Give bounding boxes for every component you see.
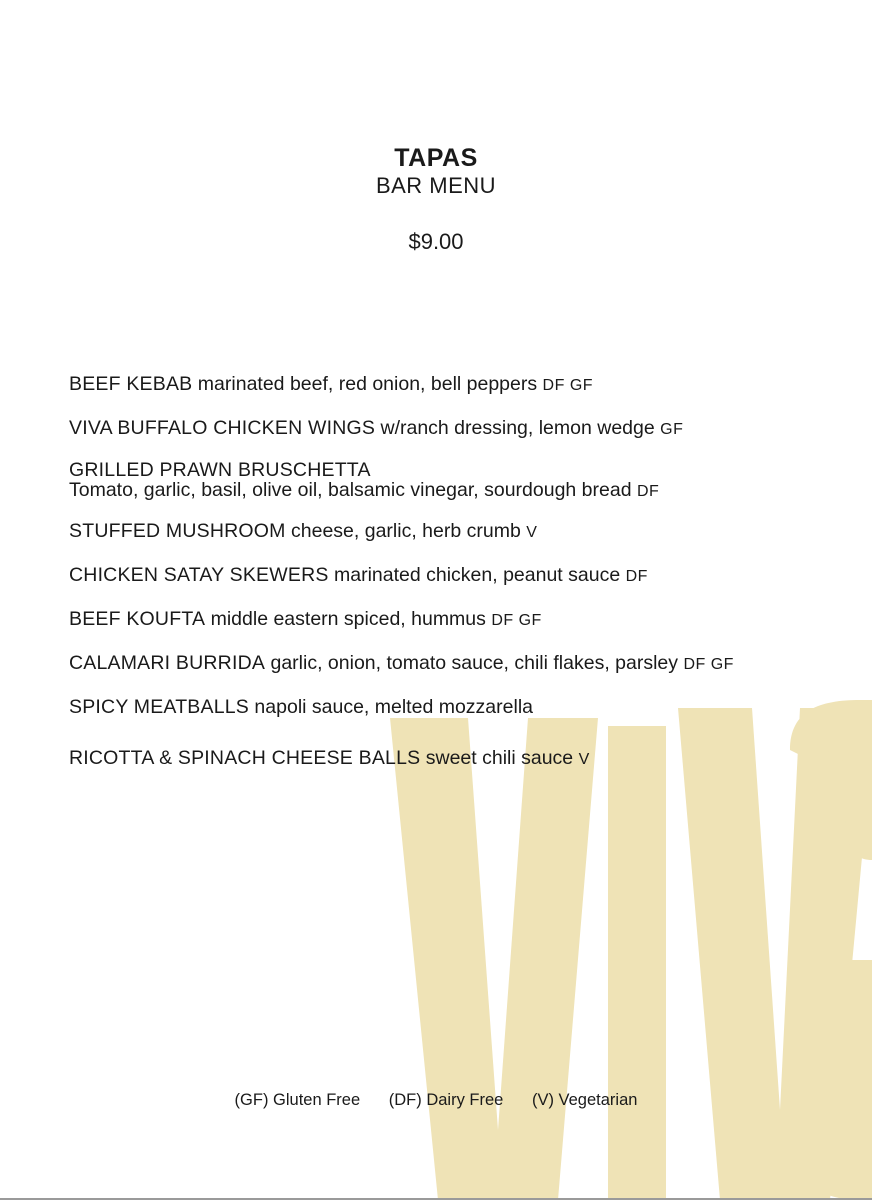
legend-dairy-free: (DF) Dairy Free: [388, 1091, 504, 1109]
menu-item-description: garlic, onion, tomato sauce, chili flakes, parsley: [265, 652, 684, 674]
menu-item-name: BEEF KEBAB: [69, 373, 193, 395]
menu-item-description: Tomato, garlic, basil, olive oil, balsamic vinegar, sourdough bread: [69, 479, 637, 501]
menu-item: [69, 519, 859, 545]
menu-item: [69, 746, 859, 772]
menu-item-description: napoli sauce, melted mozzarella: [249, 696, 533, 718]
page-title: TAPAS: [394, 144, 478, 172]
menu-item-name: VIVA BUFFALO CHICKEN WINGS: [69, 417, 376, 439]
menu-item: [69, 460, 859, 502]
menu-item-description: w/ranch dressing, lemon wedge: [375, 417, 661, 439]
dietary-tags: DF GF: [683, 656, 734, 673]
menu-item-name: GRILLED PRAWN BRUSCHETTA: [69, 459, 371, 481]
menu-item-name: RICOTTA & SPINACH CHEESE BALLS: [69, 747, 421, 769]
dietary-tags: DF: [636, 483, 660, 500]
dietary-tags: V: [578, 751, 590, 768]
menu-item-name: CHICKEN SATAY SKEWERS: [69, 564, 329, 586]
dietary-tags: DF: [625, 568, 648, 585]
menu-item-name: SPICY MEATBALLS: [69, 696, 250, 718]
dietary-tags: GF: [660, 421, 684, 438]
legend-gluten-free: (GF) Gluten Free: [234, 1091, 361, 1109]
menu-item-description: marinated chicken, peanut sauce: [328, 564, 626, 586]
menu-item: [69, 607, 859, 633]
menu-item: [69, 651, 859, 677]
menu-price: $9.00: [408, 229, 464, 254]
menu-item: [69, 372, 859, 398]
page-subtitle: BAR MENU: [375, 173, 497, 198]
dietary-tags: V: [526, 524, 538, 541]
dietary-tags: DF GF: [542, 377, 594, 394]
dietary-legend: [0, 1091, 872, 1110]
menu-list: [69, 372, 859, 790]
menu-item-description: marinated beef, red onion, bell peppers: [192, 373, 543, 395]
menu-item-name: BEEF KOUFTA: [69, 608, 206, 630]
dietary-tags: DF GF: [491, 612, 542, 629]
menu-item-description: sweet chili sauce: [420, 747, 579, 769]
menu-item: [69, 416, 859, 442]
legend-vegetarian: (V) Vegetarian: [531, 1091, 638, 1109]
menu-item-name: CALAMARI BURRIDA: [69, 652, 266, 674]
menu-item-description: middle eastern spiced, hummus: [205, 608, 492, 630]
menu-item: [69, 563, 859, 589]
menu-header: [0, 143, 872, 255]
menu-item-description: cheese, garlic, herb crumb: [285, 520, 527, 542]
menu-item-name: STUFFED MUSHROOM: [69, 520, 286, 542]
menu-item: [69, 695, 859, 721]
